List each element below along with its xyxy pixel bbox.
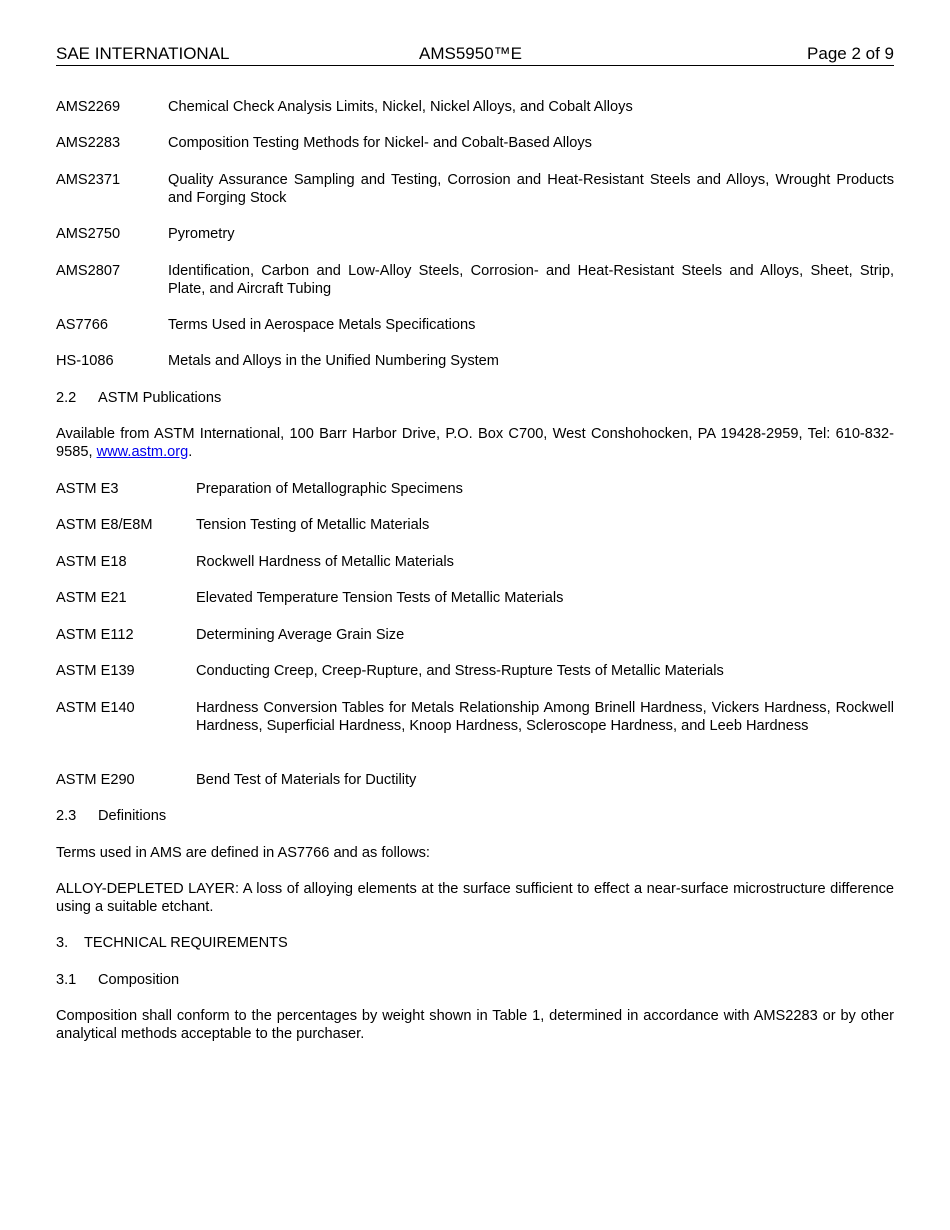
reference-code: AMS2807 bbox=[56, 263, 121, 279]
reference-code: ASTM E8/E8M bbox=[56, 517, 153, 533]
section-number: 3.1 bbox=[56, 972, 77, 988]
reference-entry bbox=[56, 480, 894, 498]
reference-title: Terms Used in Aerospace Metals Specifications bbox=[168, 317, 476, 333]
reference-entry bbox=[56, 171, 894, 207]
reference-title: Metals and Alloys in the Unified Numbering System bbox=[168, 353, 499, 369]
reference-code: ASTM E139 bbox=[56, 663, 135, 679]
availability-text: Available from ASTM International, 100 Barr Harbor Drive, P.O. Box C700, West Conshohocken, PA 19428-2959, Tel: 610-832-9585, bbox=[56, 426, 894, 460]
section-number: 2.3 bbox=[56, 808, 77, 824]
reference-entry bbox=[56, 225, 894, 243]
reference-entry bbox=[56, 771, 894, 789]
reference-entry bbox=[56, 699, 894, 735]
reference-title: Hardness Conversion Tables for Metals Relationship Among Brinell Hardness, Vickers Hardness, Rockwell Hardness, Superficial Hardness, Knoop Hardness, Scleroscope Hardness, and Leeb Hardness bbox=[196, 700, 894, 734]
section-heading-astm bbox=[56, 389, 894, 407]
section-heading-definitions bbox=[56, 807, 894, 825]
reference-entry bbox=[56, 262, 894, 298]
reference-entry bbox=[56, 553, 894, 571]
definitions-intro: Terms used in AMS are defined in AS7766 and as follows: bbox=[56, 845, 430, 861]
reference-entry bbox=[56, 316, 894, 334]
reference-code: AMS2269 bbox=[56, 99, 121, 115]
reference-title: Determining Average Grain Size bbox=[196, 627, 405, 643]
reference-entry bbox=[56, 516, 894, 534]
astm-availability-paragraph bbox=[56, 425, 894, 461]
reference-code: AS7766 bbox=[56, 317, 108, 333]
reference-entry bbox=[56, 626, 894, 644]
section-number: 3. bbox=[56, 935, 69, 951]
reference-title: Conducting Creep, Creep-Rupture, and Stress-Rupture Tests of Metallic Materials bbox=[196, 663, 724, 679]
section-heading-technical-requirements bbox=[56, 934, 894, 952]
header-page-number: Page 2 of 9 bbox=[807, 44, 894, 63]
alloy-depleted-layer-definition: ALLOY-DEPLETED LAYER: A loss of alloying elements at the surface sufficient to effect a near-surface microstructure difference using a suitable etchant. bbox=[56, 881, 894, 915]
section-heading-composition bbox=[56, 971, 894, 989]
section-number: 2.2 bbox=[56, 390, 77, 406]
reference-code: ASTM E290 bbox=[56, 772, 135, 788]
header-org: SAE INTERNATIONAL bbox=[56, 44, 230, 63]
section-title: Composition bbox=[98, 972, 180, 988]
reference-title: Rockwell Hardness of Metallic Materials bbox=[196, 554, 454, 570]
reference-title: Quality Assurance Sampling and Testing, Corrosion and Heat-Resistant Steels and Alloys, Wrought Products and Forging Stock bbox=[168, 172, 894, 206]
reference-title: Preparation of Metallographic Specimens bbox=[196, 481, 463, 497]
reference-entry bbox=[56, 589, 894, 607]
reference-code: HS-1086 bbox=[56, 353, 114, 369]
reference-code: ASTM E112 bbox=[56, 627, 134, 643]
reference-title: Elevated Temperature Tension Tests of Metallic Materials bbox=[196, 590, 564, 606]
reference-code: AMS2371 bbox=[56, 172, 121, 188]
reference-code: ASTM E3 bbox=[56, 481, 119, 497]
page-header bbox=[56, 44, 894, 66]
reference-title: Tension Testing of Metallic Materials bbox=[196, 517, 430, 533]
reference-title: Identification, Carbon and Low-Alloy Steels, Corrosion- and Heat-Resistant Steels and Alloys, Sheet, Strip, Plate, and Aircraft Tubing bbox=[168, 263, 894, 297]
reference-code: ASTM E140 bbox=[56, 700, 135, 716]
reference-code: ASTM E21 bbox=[56, 590, 127, 606]
reference-title: Pyrometry bbox=[168, 226, 235, 242]
reference-entry bbox=[56, 352, 894, 370]
section-title: TECHNICAL REQUIREMENTS bbox=[84, 935, 288, 951]
section-title: Definitions bbox=[98, 808, 167, 824]
availability-trailing: . bbox=[188, 444, 193, 460]
reference-code: AMS2750 bbox=[56, 226, 121, 242]
reference-title: Composition Testing Methods for Nickel- and Cobalt-Based Alloys bbox=[168, 135, 592, 151]
header-doc-id: AMS5950™E bbox=[419, 44, 522, 63]
reference-entry bbox=[56, 662, 894, 680]
reference-title: Chemical Check Analysis Limits, Nickel, Nickel Alloys, and Cobalt Alloys bbox=[168, 99, 633, 115]
reference-entry bbox=[56, 98, 894, 116]
astm-website-link[interactable]: www.astm.org bbox=[96, 444, 189, 460]
composition-paragraph: Composition shall conform to the percentages by weight shown in Table 1, determined in accordance with AMS2283 or by other analytical methods acceptable to the purchaser. bbox=[56, 1008, 894, 1042]
reference-title: Bend Test of Materials for Ductility bbox=[196, 772, 417, 788]
reference-code: ASTM E18 bbox=[56, 554, 127, 570]
reference-entry bbox=[56, 134, 894, 152]
reference-code: AMS2283 bbox=[56, 135, 121, 151]
section-title: ASTM Publications bbox=[98, 390, 222, 406]
